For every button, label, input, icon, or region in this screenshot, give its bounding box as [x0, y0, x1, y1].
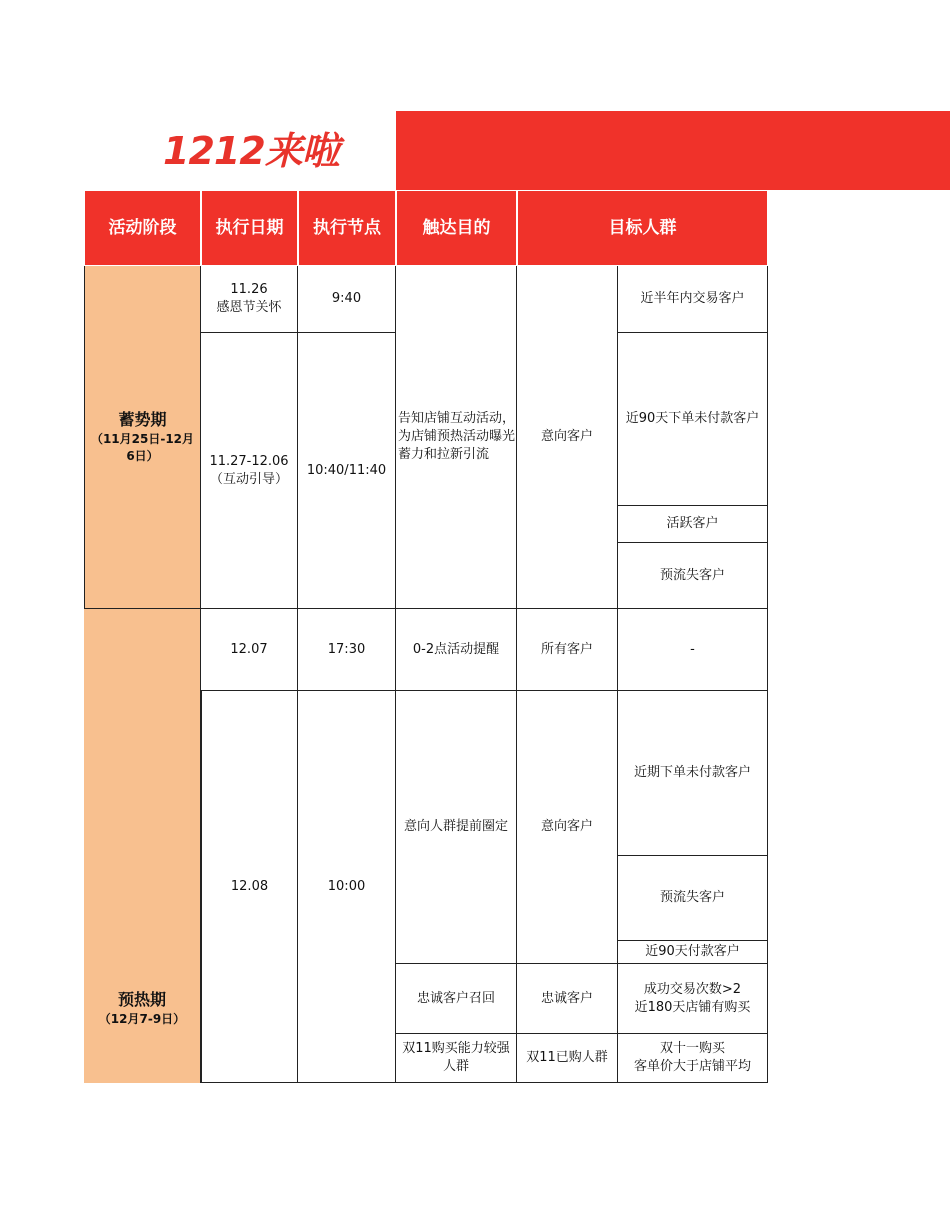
header-phase: 活动阶段 [84, 190, 201, 266]
group-cell: 所有客户 [517, 609, 618, 691]
time-cell: 17:30 [298, 609, 396, 691]
phase-cell-2 [84, 609, 201, 1083]
target-cell: 预流失客户 [618, 543, 768, 609]
target-cell: 近期下单未付款客户 [618, 691, 768, 856]
target-cell: - [618, 609, 768, 691]
time-cell: 10:00 [298, 691, 396, 1083]
header-date: 执行日期 [201, 190, 298, 266]
date-value: 11.27-12.06 [209, 453, 289, 469]
time-cell: 9:40 [298, 266, 396, 333]
date-note: （互动引导） [209, 471, 288, 487]
date-cell: 12.07 [201, 609, 298, 691]
header-time: 执行节点 [298, 190, 396, 266]
phase-cell-1 [84, 266, 201, 609]
phase-name: 预热期 [117, 990, 166, 1009]
purpose-cell: 0-2点活动提醒 [396, 609, 517, 691]
group-cell: 双11已购人群 [517, 1034, 618, 1083]
group-cell: 意向客户 [517, 691, 618, 964]
target-cell [618, 1034, 768, 1083]
date-note: 感恩节关怀 [216, 300, 282, 315]
group-cell: 意向客户 [517, 266, 618, 609]
target-cell: 预流失客户 [618, 856, 768, 941]
date-value: 11.26 [230, 282, 268, 297]
target-cell: 近90天付款客户 [618, 941, 768, 964]
purpose-cell: 告知店铺互动活动，为店铺预热活动曝光蓄力和拉新引流 [396, 266, 517, 609]
group-cell: 忠诚客户 [517, 964, 618, 1034]
target-line: 客单价大于店铺平均 [633, 1059, 751, 1074]
phase-dates: （12月7-9日） [98, 1012, 186, 1026]
date-cell: 12.08 [201, 691, 298, 1083]
target-cell [618, 964, 768, 1034]
target-cell: 近90天下单未付款客户 [618, 333, 768, 506]
target-line: 成功交易次数>2 [643, 981, 742, 997]
date-cell [201, 266, 298, 333]
target-cell: 近半年内交易客户 [618, 266, 768, 333]
page-title: 1212来啦 [163, 129, 339, 173]
purpose-cell: 双11购买能力较强人群 [396, 1034, 517, 1083]
time-cell: 10:40/11:40 [298, 333, 396, 609]
target-cell: 活跃客户 [618, 506, 768, 543]
purpose-cell: 意向人群提前圈定 [396, 691, 517, 964]
date-cell [201, 333, 298, 609]
target-line: 双十一购买 [659, 1041, 725, 1056]
phase-dates: （11月25日-12月6日） [90, 432, 195, 463]
target-line: 近180天店铺有购买 [634, 999, 751, 1015]
header-purpose: 触达目的 [396, 190, 517, 266]
phase-name: 蓄势期 [118, 410, 167, 429]
header-target: 目标人群 [517, 190, 768, 266]
purpose-cell: 忠诚客户召回 [396, 964, 517, 1034]
